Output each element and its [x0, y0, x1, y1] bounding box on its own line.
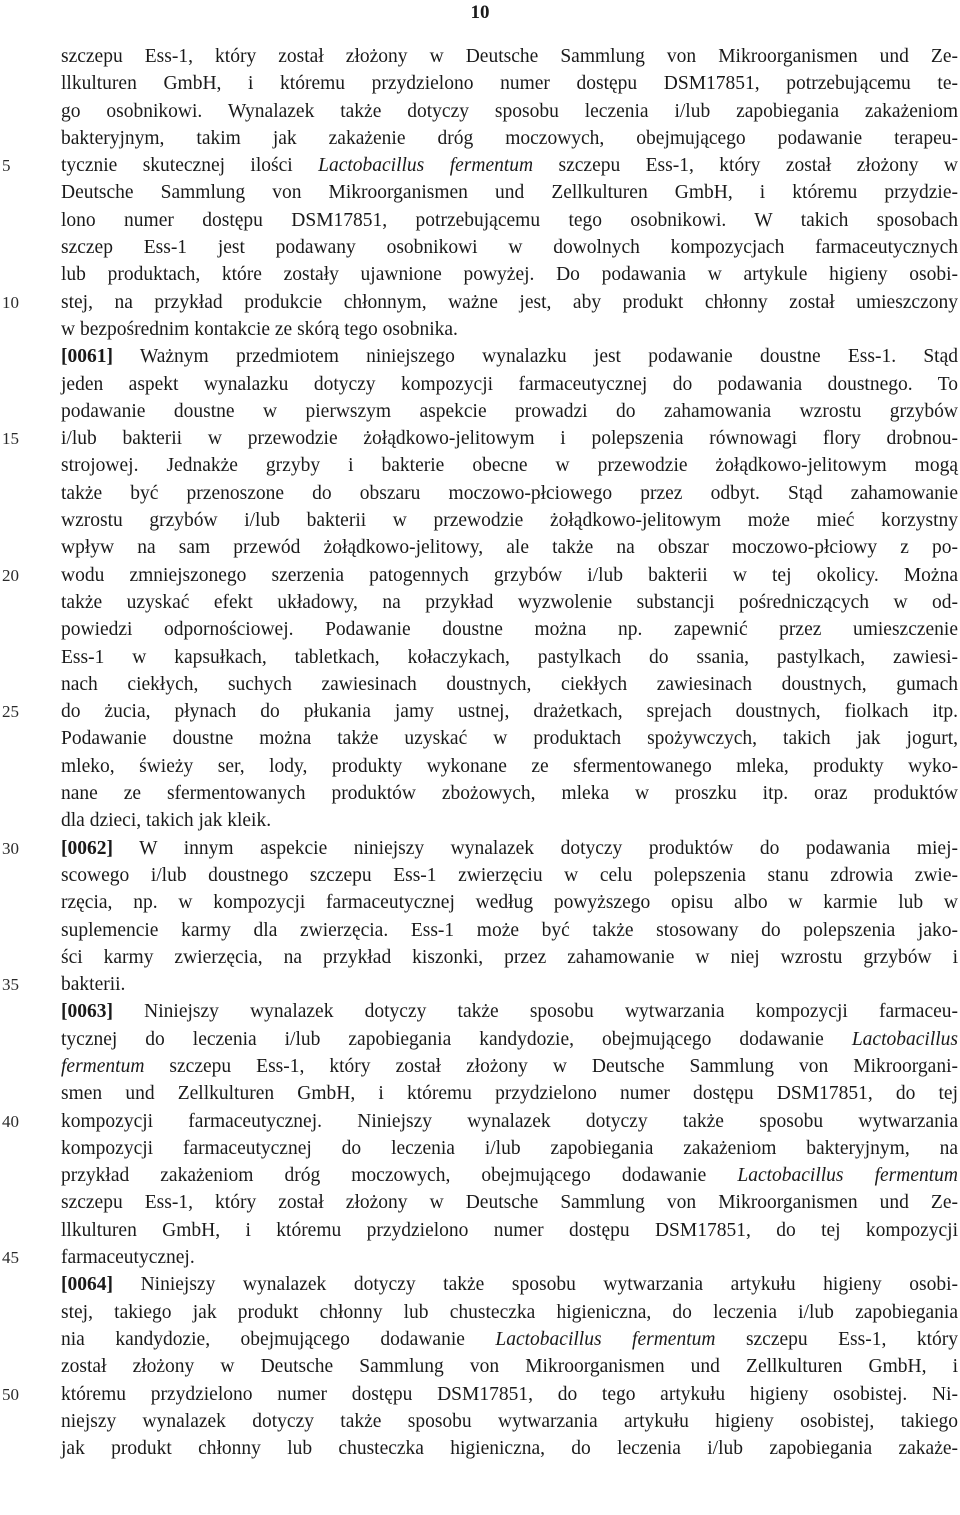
text-line	[61, 807, 958, 834]
text-line	[61, 725, 958, 752]
text-segment: przykład zakażeniom dróg moczowych, obejmującego dodawanie	[61, 1165, 738, 1187]
text-line	[61, 425, 958, 452]
text-segment: szczepu Ess-1, który został złożony w Deutsche Sammlung von Mikroorganismen und Ze-	[61, 1192, 958, 1214]
text-line	[61, 534, 958, 561]
text-segment: llkulturen GmbH, i któremu przydzielono numer dostępu DSM17851, potrzebującemu te-	[61, 73, 958, 95]
text-line	[61, 98, 958, 125]
text-segment: szczepu Ess-1, który	[715, 1328, 959, 1350]
text-segment: Deutsche Sammlung von Mikroorganismen und Zellkulturen GmbH, i któremu przydzie-	[61, 182, 958, 204]
text-line	[61, 862, 958, 889]
text-line	[61, 261, 958, 288]
text-segment: rzęcia, np. w kompozycji farmaceutycznej według powyższego opisu albo w karmie lub w	[61, 892, 958, 914]
text-segment: Ess-1 w kapsułkach, tabletkach, kołaczykach, pastylkach do ssania, pastylkach, zawiesi-	[61, 646, 958, 668]
paragraph-number: [0062]	[61, 837, 113, 859]
text-line	[61, 1353, 958, 1380]
text-segment: stej, na przykład produkcie chłonnym, ważne jest, aby produkt chłonny został umieszczony	[61, 291, 958, 313]
text-segment: Ważnym przedmiotem niniejszego wynalazku jest podawanie doustne Ess-1. Stąd	[113, 346, 958, 368]
paragraph-number: [0061]	[61, 346, 113, 368]
text-segment: także uzyskać efekt układowy, na przykład wyzwolenie substancji pośredniczących w od-	[61, 591, 958, 613]
line-number-margin	[0, 0, 40, 1515]
text-segment: nach ciekłych, suchych zawiesinach doustnych, ciekłych zawiesinach doustnych, gumach	[61, 673, 958, 695]
text-line	[61, 1135, 958, 1162]
text-line	[61, 944, 958, 971]
line-number: 50	[2, 1384, 19, 1404]
line-number: 35	[2, 975, 19, 995]
line-number: 40	[2, 1111, 19, 1131]
paragraph-number: [0064]	[61, 1274, 113, 1296]
text-line	[61, 1162, 958, 1189]
text-segment: jeden aspekt wynalazku dotyczy kompozycji farmaceutycznej do podawania doustnego. To	[61, 373, 958, 395]
text-segment: stej, takiego jak produkt chłonny lub chusteczka higieniczna, do leczenia i/lub zapobiegania	[61, 1301, 958, 1323]
text-line	[61, 753, 958, 780]
text-line	[61, 398, 958, 425]
text-line	[61, 1299, 958, 1326]
text-segment: także być przenoszone do obszaru moczowo-płciowego przez odbyt. Stąd zahamowanie	[61, 482, 958, 504]
text-line	[61, 998, 958, 1025]
species-name: Lactobacillus fermentum	[737, 1165, 958, 1187]
text-segment: nane ze sfermentowanych produktów zbożowych, mleka w proszku itp. oraz produktów	[61, 783, 958, 805]
line-number: 5	[2, 156, 11, 176]
text-segment: W innym aspekcie niniejszy wynalazek dotyczy produktów do podawania miej-	[113, 837, 958, 859]
text-segment: smen und Zellkulturen GmbH, i któremu przydzielono numer dostępu DSM17851, do tej	[61, 1083, 958, 1105]
text-segment: Niniejszy wynalazek dotyczy także sposobu wytwarzania kompozycji farmaceu-	[113, 1001, 958, 1023]
text-line	[61, 152, 958, 179]
text-line	[61, 1271, 958, 1298]
text-segment: strojowej. Jednakże grzyby i bakterie obecne w przewodzie żołądkowo-jelitowym mogą	[61, 455, 958, 477]
text-segment: kompozycji farmaceutycznej do leczenia i/lub zapobiegania zakażeniom bakteryjnym, na	[61, 1137, 958, 1159]
text-line	[61, 1381, 958, 1408]
text-segment: mleko, świeży ser, lody, produkty wykonane ze sfermentowanego mleka, produkty wyko-	[61, 755, 958, 777]
line-number: 45	[2, 1248, 19, 1268]
text-line	[61, 289, 958, 316]
text-segment: szczepu Ess-1, który został złożony w Deutsche Sammlung von Mikroorgani-	[144, 1055, 958, 1077]
text-segment: wzrostu grzybów i/lub bakterii w przewodzie żołądkowo-jelitowym może mieć korzystny	[61, 510, 958, 532]
species-name: Lactobacillus	[851, 1028, 958, 1050]
text-line	[61, 589, 958, 616]
species-name: Lactobacillus fermentum	[318, 155, 534, 177]
text-line	[61, 917, 958, 944]
text-line	[61, 1080, 958, 1107]
text-segment: niejszy wynalazek dotyczy także sposobu wytwarzania artykułu higieny osobistej, takiego	[61, 1410, 958, 1432]
line-number: 25	[2, 702, 19, 722]
text-line	[61, 971, 958, 998]
species-name: fermentum	[61, 1055, 145, 1077]
text-segment: bakterii.	[61, 974, 126, 996]
text-segment: bakteryjnym, takim jak zakażenie dróg moczowych, obejmującego podawanie terapeu-	[61, 127, 958, 149]
text-line	[61, 371, 958, 398]
text-segment: suplemencie karmy dla zwierzęcia. Ess-1 może być także stosowany do polepszenia jako-	[61, 919, 958, 941]
text-line	[61, 889, 958, 916]
text-line	[61, 43, 958, 70]
text-segment: w bezpośrednim kontakcie ze skórą tego osobnika.	[61, 318, 458, 340]
text-line	[61, 1189, 958, 1216]
text-line	[61, 644, 958, 671]
text-line	[61, 1108, 958, 1135]
paragraph-number: [0063]	[61, 1001, 113, 1023]
text-segment: szczepu Ess-1, który został złożony w	[533, 155, 958, 177]
text-line	[61, 1026, 958, 1053]
line-number: 15	[2, 429, 19, 449]
text-line	[61, 343, 958, 370]
text-segment: powiedzi odpornościowej. Podawanie doustne można np. zapewnić przez umieszczenie	[61, 619, 958, 641]
text-line	[61, 835, 958, 862]
text-line	[61, 1217, 958, 1244]
text-segment: podawanie doustne w pierwszym aspekcie prowadzi do zahamowania wzrostu grzybów	[61, 400, 958, 422]
text-line	[61, 698, 958, 725]
text-segment: któremu przydzielono numer dostępu DSM17851, do tego artykułu higieny osobistej. Ni-	[61, 1383, 958, 1405]
text-segment: szczep Ess-1 jest podawany osobnikowi w dowolnych kompozycjach farmaceutycznych	[61, 237, 958, 259]
text-line	[61, 1244, 958, 1271]
text-segment: scowego i/lub doustnego szczepu Ess-1 zwierzęciu w celu polepszenia stanu zdrowia zwie-	[61, 864, 958, 886]
text-segment: wpływ na sam przewód żołądkowo-jelitowy, ale także na obszar moczowo-płciowy z po-	[61, 537, 958, 559]
text-line	[61, 507, 958, 534]
text-segment: go osobnikowi. Wynalazek także dotyczy sposobu leczenia i/lub zapobiegania zakażeniom	[61, 100, 958, 122]
text-line	[61, 70, 958, 97]
text-line	[61, 1326, 958, 1353]
text-line	[61, 316, 958, 343]
text-segment: nia kandydozie, obejmującego dodawanie	[61, 1328, 496, 1350]
line-number: 30	[2, 838, 19, 858]
text-segment: lub produktach, które zostały ujawnione powyżej. Do podawania w artykule higieny osobi-	[61, 264, 958, 286]
text-segment: został złożony w Deutsche Sammlung von Mikroorganismen und Zellkulturen GmbH, i	[61, 1356, 958, 1378]
text-line	[61, 179, 958, 206]
text-segment: tycznie skutecznej ilości	[61, 155, 319, 177]
text-segment: ści karmy zwierzęcia, na przykład kiszonki, przez zahamowanie w niej wzrostu grzybów i	[61, 946, 958, 968]
text-line	[61, 616, 958, 643]
species-name: Lactobacillus fermentum	[495, 1328, 716, 1350]
text-line	[61, 452, 958, 479]
text-line	[61, 1435, 958, 1462]
line-number: 20	[2, 565, 19, 585]
text-segment: do żucia, płynach do płukania jamy ustnej, drażetkach, sprejach doustnych, fiolkach itp.	[61, 701, 958, 723]
text-segment: farmaceutycznej.	[61, 1247, 195, 1269]
text-segment: szczepu Ess-1, który został złożony w Deutsche Sammlung von Mikroorganismen und Ze-	[61, 46, 958, 67]
text-segment: Niniejszy wynalazek dotyczy także sposobu wytwarzania artykułu higieny osobi-	[113, 1274, 958, 1296]
text-segment: jak produkt chłonny lub chusteczka higieniczna, do leczenia i/lub zapobiegania zakaże-	[61, 1438, 958, 1460]
text-segment: llkulturen GmbH, i któremu przydzielono numer dostępu DSM17851, do tej kompozycji	[61, 1219, 958, 1241]
text-line	[61, 234, 958, 261]
text-line	[61, 207, 958, 234]
text-line	[61, 562, 958, 589]
text-segment: Podawanie doustne można także uzyskać w produktach spożywczych, takich jak jogurt,	[61, 728, 958, 750]
text-line	[61, 480, 958, 507]
text-segment: wodu zmniejszonego szerzenia patogennych grzybów i/lub bakterii w tej okolicy. Można	[61, 564, 958, 586]
text-segment: lono numer dostępu DSM17851, potrzebującemu tego osobnikowi. W takich sposobach	[61, 209, 958, 231]
text-line	[61, 1053, 958, 1080]
text-line	[61, 1408, 958, 1435]
page-number: 10	[470, 2, 490, 23]
text-line	[61, 125, 958, 152]
text-segment: dla dzieci, takich jak kleik.	[61, 810, 272, 832]
text-segment: kompozycji farmaceutycznej. Niniejszy wynalazek dotyczy także sposobu wytwarzania	[61, 1110, 958, 1132]
document-body	[61, 43, 958, 1462]
text-line	[61, 780, 958, 807]
text-segment: tycznej do leczenia i/lub zapobiegania kandydozie, obejmującego dodawanie	[61, 1028, 852, 1050]
text-segment: i/lub bakterii w przewodzie żołądkowo-jelitowym i polepszenia równowagi flory drobnou-	[61, 428, 958, 450]
text-line	[61, 671, 958, 698]
line-number: 10	[2, 292, 19, 312]
